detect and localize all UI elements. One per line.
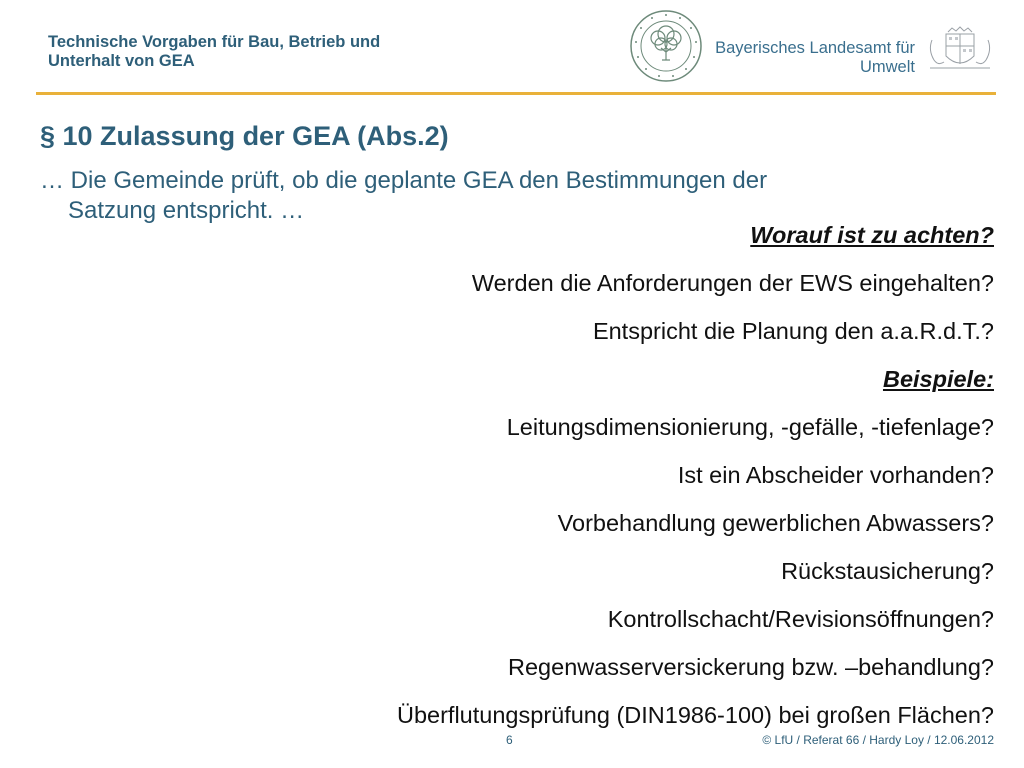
bavarian-coat-of-arms-icon [924,26,996,74]
checklist [194,220,994,748]
checklist-item: Ist ein Abscheider vorhanden? [677,462,994,488]
checklist-item: Werden die Anforderungen der EWS eingehalten? [471,270,994,296]
agency-line2: Umwelt [859,58,915,76]
agency-name [700,39,915,77]
checklist-item: Überflutungsprüfung (DIN1986-100) bei großen Flächen? [397,702,994,728]
agency-line1: Bayerisches Landesamt für [715,39,915,57]
intro-line2: Satzung entspricht. … [68,197,305,224]
checklist-item: Vorbehandlung gewerblichen Abwassers? [557,510,994,536]
checklist-item: Entspricht die Planung den a.a.R.d.T.? [592,318,994,344]
checklist-heading: Worauf ist zu achten? [750,222,994,248]
header-title [48,33,488,71]
examples-heading: Beispiele: [882,366,994,392]
header-rule [36,92,996,95]
intro-line1: … Die Gemeinde prüft, ob die geplante GEA den Bestimmungen der [40,167,768,194]
page-number: 6 [506,733,513,747]
checklist-item: Regenwasserversickerung bzw. –behandlung? [508,654,994,680]
header-title-line1: Technische Vorgaben für Bau, Betrieb und [48,33,381,51]
checklist-item: Rückstausicherung? [781,558,994,584]
checklist-item: Leitungsdimensionierung, -gefälle, -tiefenlage? [506,414,994,440]
checklist-item: Kontrollschacht/Revisionsöffnungen? [607,606,994,632]
footer-credit: © LfU / Referat 66 / Hardy Loy / 12.06.2012 [762,733,994,747]
intro-text [40,166,940,226]
tree-seal-icon [628,8,704,84]
header-title-line2: Unterhalt von GEA [48,52,195,70]
slide-title: § 10 Zulassung der GEA (Abs.2) [40,121,449,151]
